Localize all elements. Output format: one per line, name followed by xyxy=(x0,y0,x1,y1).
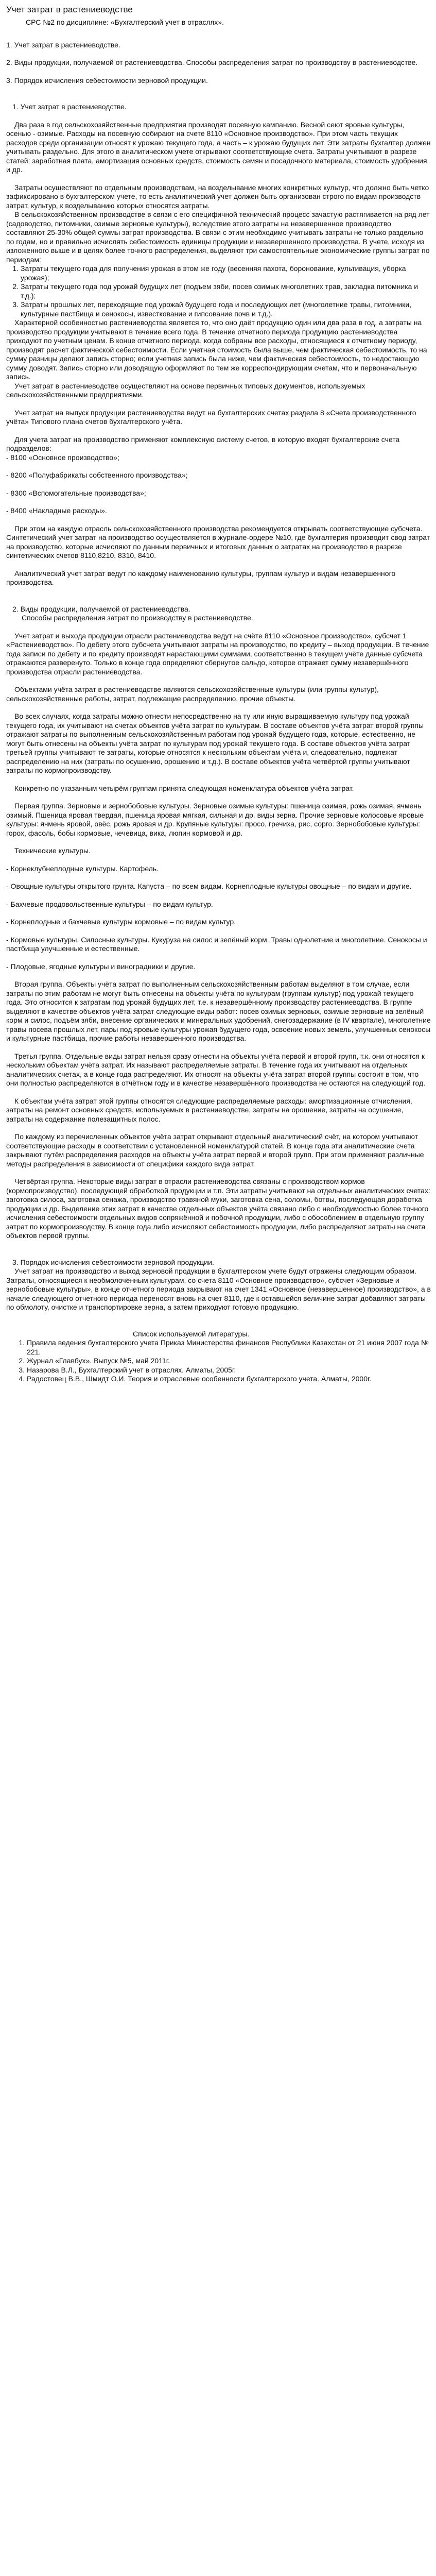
reference-item: 4. Радостовец В.В., Шмидт О.И. Теория и отраслевые особенности бухгалтерского учета. Алматы, 2000г. xyxy=(27,1375,431,1384)
toc-item: 3. Порядок исчисления себестоимости зерновой продукции. xyxy=(6,76,208,84)
paragraph: Четвёртая группа. Некоторые виды затрат в отрасли растениеводства связаны с производством кормов (кормопроизводство), последующей обработкой продукции и т.п. Эти затраты учитывают на отдельных аналитических счетах: заготовка силоса, заготовка сенажа, производство травяной муки, заготовка сена, соломы, ботвы, последующая доработка продукции и др. Выделение этих затрат в качестве отдельных объектов учёта связано либо с необходимостью более точного исчисления себестоимости отдельных видов сопряжённой и побочной продукции, либо с обособлением в отдельную группу затрат по кормопроизводству. В конце года либо исчисляют себестоимость продукции, либо распределяют затраты на счета объектов первой группы. xyxy=(6,1177,430,1240)
paragraph: Третья группа. Отдельные виды затрат нельзя сразу отнести на объекты учёта первой и второй групп, т.к. они относятся к нескольким объектам учёта затрат. Их называют распределяемые затраты. В течение года их учитывают на отдельных аналитических счетах, а в конце года распределяют. Их относят на объекты учёта затрат второй группы состоит в том, что они полностью распределяются в отчётном году и в качестве незавершённого производства не остаются на следующий год. xyxy=(6,1052,426,1087)
reference-item: 2. Журнал «Главбух». Выпуск №5, май 2011г. xyxy=(27,1357,431,1366)
paragraph: Характерной особенностью растениеводства является то, что оно даёт продукцию один или два раза в год, а затраты на производство продукции учитывают в течение всего года. В течение отчетного периода продукцию растениеводства приходуют по учетным ценам. В конце отчетного периода, когда собраны все расходы, относящиеся к отчетному периоду, производят расчет фактической себестоимости. Если учетная стоимость была выше, чем фактическая себестоимость, то на сумму разницы делают запись сторно; если учетная запись была ниже, чем фактическая себестоимость, то недостающую сумму доводят. Запись сторно или доводящую оформляют по тем же корреспондирующим счетам, что и первоначальную запись. xyxy=(6,318,427,381)
list-item: - Кормовые культуры. Силосные культуры. Кукуруза на силос и зелёный корм. Травы однолетние и многолетние. Сенокосы и пастбища улучшенные и естественные. xyxy=(6,935,427,953)
section-heading: 1. Учет затрат в растениеводстве. xyxy=(12,103,127,111)
paragraph: В сельскохозяйственном производстве в связи с его специфичной технический процесс зачастую растягивается на ряд лет (садоводство, питомники, озимые зерновые культуры), вследствие этого затраты на незавершенное производство составляют 25-30% общей суммы затрат производства. В связи с этим необходимо учитывать затраты не только раздельно по годам, но и правильно исчислять себестоимость единицы продукции и незавершенного производства. В учете, исходя из изложенного выше и в целях более точного распределения, выделяют три самостоятельные экономические группы затрат по периодам: xyxy=(6,210,430,264)
toc-item: 1. Учет затрат в растениеводстве. xyxy=(6,40,120,49)
toc-item: 2. Виды продукции, получаемой от растениеводства. Способы распределения затрат по производству в растениеводстве. xyxy=(6,58,418,66)
paragraph: Первая группа. Зерновые и зернобобовые культуры. Зерновые озимые культуры: пшеница озимая, рожь озимая, ячмень озимый. Пшеница яровая твердая, пшеница яровая мягкая, сильная и др. виды зерна. Прочие зерновые колосовые яровые культуры: ячмень яровой, овёс, рожь яровая и др. Крупяные культуры: просо, гречиха, рис, сорго. Зернобобовые культуры: горох, фасоль, бобы кормовые, чечевица, вика, люпин кормовой и др. xyxy=(6,802,424,837)
table-of-contents xyxy=(6,41,431,86)
list-item: 3. Затраты прошлых лет, переходящие под урожай будущего года и последующих лет (многолетние травы, питомники, культурные пастбища и сенокосы, известкование и гипсование почв и т.д.). xyxy=(21,300,431,318)
section-1 xyxy=(6,103,431,587)
section-subheading: Способы распределения затрат по производству в растениеводстве. xyxy=(22,614,253,622)
paragraph: Два раза в год сельскохозяйственные предприятия производят посевную кампанию. Весной сеют яровые культуры, осенью - озимые. Расходы на посевную собирают на счете 8110 «Основное производство». При этом часть текущих расходов среди организации относят к урожаю текущего года, а часть – к урожаю будущих лет. Эти затраты бухгалтер должен учитывать раздельно. Для этого в аналитическом учете открывают соответствующие счета. Затраты учитывают в разрезе статей: заработная плата, амортизация основных средств, стоимость семян и посадочного материала, стоимость удобрения и др. xyxy=(6,120,431,174)
paragraph: При этом на каждую отрасль сельскохозяйственного производства рекомендуется открывать соответствующие субсчета. Синтетический учет затрат на производство осуществляется в журнале-ордере №10, где бухгалтерия производит свод затрат на производство, которые исчисляют по данным первичных и итоговых данных о затратах на производство в разрезе синтетических счетов 8110,8210, 8310, 8410. xyxy=(6,524,430,560)
cost-periods-list xyxy=(6,264,431,318)
paragraph: Учет затрат в растениеводстве осуществляют на основе первичных типовых документов, используемых сельскохозяйственными предприятиями. xyxy=(6,381,365,399)
paragraph: Учет затрат и выхода продукции отрасли растениеводства ведут на счёте 8110 «Основное производство», субсчет 1 «Растениеводство». По дебету этого субсчета учитывают затраты на производство, по кредиту – выход продукции. В течение года записи по дебету и по кредиту производят нарастающими суммами, соответственно в текущем учёте данные субсчета отражаются разверенуто. Только в конце года определяют сбернутое сальдо, которое отражает сумму незавершённого производства отрасли растениеводства. xyxy=(6,631,429,676)
list-item: 1. Затраты текущего года для получения урожая в этом же году (весенняя пахота, боронование, культивация, уборка урожая); xyxy=(21,264,431,282)
list-item: - Овощные культуры открытого грунта. Капуста – по всем видам. Корнеплодные культуры овощные – по видам и другие. xyxy=(6,882,412,890)
paragraph: По каждому из перечисленных объектов учёта затрат открывают отдельный аналитический счёт, на котором учитывают соответствующие расходы в соответствии с установленной номенклатурой статей. В конце года эти аналитические счета закрывают путём распределения расходов на объекты учёта затрат первой и второй групп. При этом применяют различные методы распределения в зависимости от специфики каждого вида затрат. xyxy=(6,1132,424,1168)
section-heading: 2. Виды продукции, получаемой от растениеводства. xyxy=(12,604,190,613)
references xyxy=(6,1330,431,1384)
list-item: - Бахчевые продовольственные культуры – по видам культур. xyxy=(6,900,213,908)
list-item: - 8400 «Накладные расходы». xyxy=(6,506,107,515)
document-title: Учет затрат в растениеводстве xyxy=(6,5,133,14)
list-item: - Корнеклубнеплодные культуры. Картофель. xyxy=(6,864,159,873)
document-subtitle: СРС №2 по дисциплине: «Бухгалтерский учет в отраслях». xyxy=(26,18,224,26)
paragraph: Затраты осуществляют по отдельным производствам, на возделывание многих конкретных культур, что должно быть четко зафиксировано в бухгалтерском учете, то есть аналитический учет должен быть организован строго по видам производств затрат, культур, к возделыванию которых относятся затраты. xyxy=(6,183,429,210)
list-item: 2. Затраты текущего года под урожай будущих лет (подъем зяби, посев озимых многолетних трав, закладка питомника и т.д.); xyxy=(21,282,431,300)
accounts-list xyxy=(6,453,431,516)
list-item: - 8300 «Вспомогательные производства»; xyxy=(6,488,146,497)
paragraph: Конкретно по указанным четырём группам принята следующая номенклатура объектов учёта затрат. xyxy=(14,784,354,792)
list-item: - 8200 «Полуфабрикаты собственного производства»; xyxy=(6,471,188,479)
paragraph: Объектами учёта затрат в растениеводстве являются сельскохозяйственные культуры (или группы культур), сельскохозяйственные работы, затрат, подлежащие распределению, прочие объекты. xyxy=(6,685,379,703)
references-list xyxy=(6,1338,431,1384)
list-item: - Плодовые, ягодные культуры и виноградники и другие. xyxy=(6,962,196,971)
section-2 xyxy=(6,605,431,1241)
references-title: Список используемой литературы. xyxy=(133,1329,250,1338)
paragraph: Для учета затрат на производство применяют комплексную систему счетов, в которую входят бухгалтерские счета подразделов: xyxy=(6,435,400,452)
list-item: - 8100 «Основное производство»; xyxy=(6,453,119,462)
reference-item: 1. Правила ведения бухгалтерского учета Приказ Министерства финансов Республики Казахстан от 21 июня 2007 года № 221. xyxy=(27,1338,431,1357)
paragraph: Технические культуры. xyxy=(14,846,91,855)
reference-item: 3. Назарова В.Л., Бухгалтерский учет в отраслях. Алматы, 2005г. xyxy=(27,1366,431,1375)
paragraph: Во всех случаях, когда затраты можно отнести непосредственно на ту или иную выращиваемую культуру под урожай текущего года, их учитывают на счетах объектов учёта затрат по культурам. В составе объектов учёта затрат второй группы отражают затраты по выполненным сельскохозяйственным работам под урожай будущего года, которые, естественно, не могут быть отнесены на объекты учёта затрат по культурам под урожай текущего года. В составе объектов учёта затрат третьей группы учитывают те затраты, которые относятся к нескольким объектам учёта и, следовательно, подлежат распределению на них (затраты по осушению, орошению и т.д.). В составе объектов учёта четвёртой группы учитывают затраты по кормопроизводству. xyxy=(6,712,424,774)
paragraph: Учет затрат на выпуск продукции растениеводства ведут на бухгалтерских счетах раздела 8 «Счета производственного учёта» Типового плана счетов бухгалтерского учёта. xyxy=(6,408,416,426)
section-heading: 3. Порядок исчисления себестоимости зерновой продукции. xyxy=(12,1258,214,1266)
list-item: - Корнеплодные и бахчевые культуры кормовые – по видам культур. xyxy=(6,918,236,926)
paragraph: Вторая группа. Объекты учёта затрат по выполненным сельскохозяйственным работам выделяют в том случае, если затраты по этим работам не могут быть отнесены на объекты учёта по культурам (группам культур) под урожай текущего года. Это относится к затратам под урожай будущих лет, т.е. к незавершённому производству растениеводства. В группе выделяют в качестве объектов учёта затрат следующие виды работ: посев озимых зерновых, озимые зерновые на зелёный корм и силос, подъём зяби, внесение органических и минеральных удобрений, снегозадержание (в IV квартале), многолетние травы посева прошлых лет, пары под яровые культуры урожая будущего года, освоение новых земель, улучшенных сенокосы и культурные пастбища, прочие работы незавершенного производства. xyxy=(6,980,431,1042)
crops-list xyxy=(6,856,431,972)
section-3 xyxy=(6,1258,431,1312)
paragraph: Учет затрат на производство и выход зерновой продукции в бухгалтерском учете будут отражены следующим образом. Затраты, относящиеся к необмолоченным культурам, со счета 8110 «Основное производство», субсчет «Зерновые и зернобобовые культуры», в конце отчетного периода закрывают на счет 1341 «Основное (незавершенное) производство», а в начале следующего отчетного периода переносят вновь на счет 8110, где к оставшейся величине затрат добавляют затраты по обмолоту, очистке и транспортировке зерна, а затем приходуют готовую продукцию. xyxy=(6,1267,431,1311)
paragraph: К объектам учёта затрат этой группы относятся следующие распределяемые расходы: амортизационные отчисления, затраты на ремонт основных средств, используемых в растениеводстве, затраты на орошение, затраты на осушение, затраты на содержание полезащитных полос. xyxy=(6,1096,412,1123)
paragraph: Аналитический учет затрат ведут по каждому наименованию культуры, группам культур и видам незавершенного производства. xyxy=(6,569,396,586)
